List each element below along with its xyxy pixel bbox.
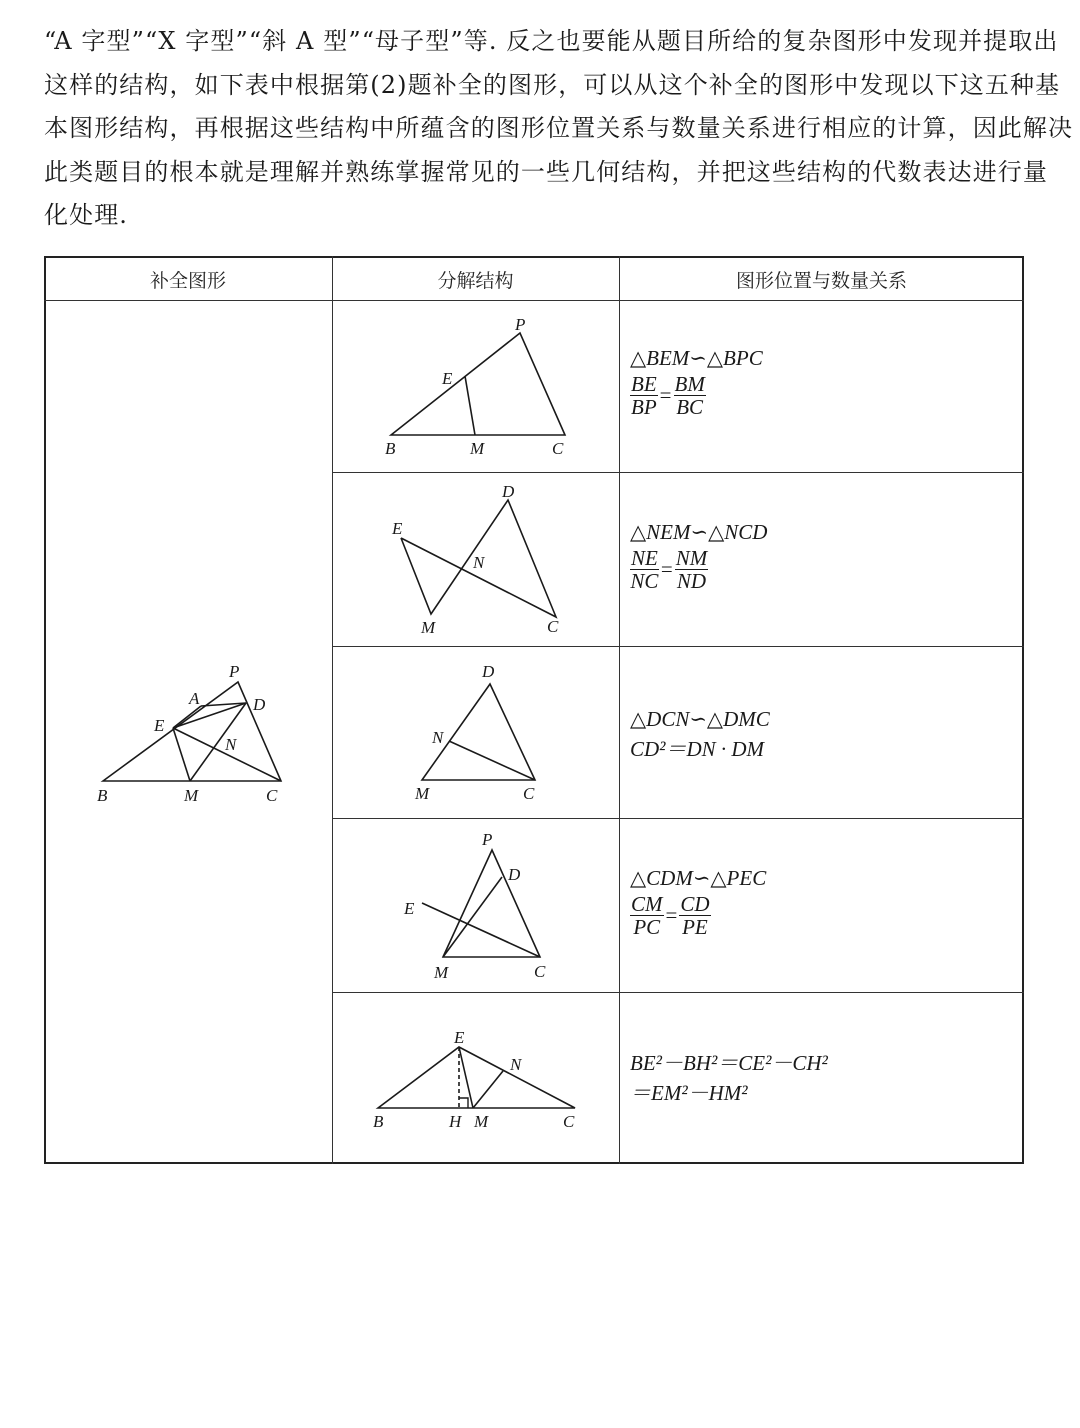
paragraph-line-2: 这样的结构，如下表中根据第(2)题补全的图形，可以从这个补全的图形中发现以下这五种基 bbox=[44, 70, 1061, 99]
row4-label-p: P bbox=[482, 830, 493, 849]
relation-equation-2: ＝EM²－HM² bbox=[630, 1081, 748, 1105]
fraction-left: $\frac{NE}{NC}$ bbox=[630, 546, 659, 593]
relation-similarity: △NEM∽△NCD bbox=[630, 520, 768, 544]
relation-similarity: △CDM∽△PEC bbox=[630, 866, 767, 890]
row2-label-m: M bbox=[421, 618, 436, 637]
row5-label-m: M bbox=[474, 1112, 489, 1131]
row3-label-m: M bbox=[415, 784, 430, 803]
fraction-right: $\frac{BM}{BC}$ bbox=[674, 372, 705, 419]
relation-row-3 bbox=[630, 704, 770, 764]
main-label-a: A bbox=[189, 689, 200, 708]
relation-ratio: $\frac{BE}{BP}$ = $\frac{BM}{BC}$ bbox=[631, 372, 705, 419]
row4-label-c: C bbox=[534, 962, 546, 981]
main-label-c: C bbox=[266, 786, 278, 805]
row2-label-d: D bbox=[502, 482, 515, 501]
fraction-right: $\frac{CD}{PE}$ bbox=[680, 892, 710, 939]
paragraph-line-3: 本图形结构，再根据这些结构中所蕴含的图形位置关系与数量关系进行相应的计算，因此解决 bbox=[44, 114, 1074, 142]
row1-label-m: M bbox=[470, 439, 485, 458]
relation-row-1 bbox=[630, 346, 763, 418]
fraction-left: $\frac{BE}{BP}$ bbox=[631, 372, 657, 419]
paragraph-line-4: 此类题目的根本就是理解并熟练掌握常见的一些几何结构，并把这些结构的代数表达进行量 bbox=[44, 157, 1048, 186]
main-label-n: N bbox=[225, 735, 237, 754]
main-label-p: P bbox=[229, 662, 240, 681]
row5-label-b: B bbox=[373, 1112, 384, 1131]
header-position-quantity-relation: 图形位置与数量关系 bbox=[735, 269, 907, 292]
main-label-m: M bbox=[184, 786, 199, 805]
row3-label-n: N bbox=[432, 728, 444, 747]
row5-label-h: H bbox=[449, 1112, 462, 1131]
main-label-d: D bbox=[253, 695, 266, 714]
header-decomposed-structure: 分解结构 bbox=[437, 269, 514, 292]
relation-row-4 bbox=[630, 866, 766, 938]
paragraph-line-1: “A 字型”“X 字型”“斜 A 型”“母子型”等. 反之也要能从题目所给的复杂图形中发现并提取出 bbox=[44, 27, 1059, 55]
relation-ratio: $\frac{NE}{NC}$ = $\frac{NM}{ND}$ bbox=[630, 546, 708, 593]
row2-label-c: C bbox=[547, 617, 559, 636]
fraction-right: $\frac{NM}{ND}$ bbox=[675, 546, 708, 593]
main-label-b: B bbox=[97, 786, 108, 805]
fraction-left: $\frac{CM}{PC}$ bbox=[631, 892, 663, 939]
paragraph-line-5: 化处理. bbox=[44, 201, 129, 229]
row3-label-c: C bbox=[523, 784, 535, 803]
relation-row-2 bbox=[630, 520, 767, 592]
row1-label-e: E bbox=[442, 369, 453, 388]
row1-label-c: C bbox=[552, 439, 564, 458]
row5-label-c: C bbox=[563, 1112, 575, 1131]
relation-similarity: △DCN∽△DMC bbox=[630, 707, 770, 731]
row1-label-b: B bbox=[385, 439, 396, 458]
row4-label-m: M bbox=[434, 963, 449, 982]
main-label-e: E bbox=[154, 716, 165, 735]
header-complete-figure: 补全图形 bbox=[149, 269, 226, 292]
row1-label-p: P bbox=[515, 315, 526, 334]
relation-similarity: △BEM∽△BPC bbox=[630, 346, 763, 370]
relation-equation: CD²＝DN · DM bbox=[630, 737, 765, 761]
row5-label-n: N bbox=[510, 1055, 522, 1074]
relation-row-5 bbox=[630, 1048, 828, 1108]
row2-label-e: E bbox=[392, 519, 403, 538]
row4-label-e: E bbox=[404, 899, 415, 918]
row2-label-n: N bbox=[473, 553, 485, 572]
row4-label-d: D bbox=[508, 865, 521, 884]
row3-label-d: D bbox=[482, 662, 495, 681]
relation-ratio: $\frac{CM}{PC}$ = $\frac{CD}{PE}$ bbox=[631, 892, 710, 939]
row5-label-e: E bbox=[454, 1028, 465, 1047]
relation-equation-1: BE²－BH²＝CE²－CH² bbox=[630, 1051, 828, 1075]
